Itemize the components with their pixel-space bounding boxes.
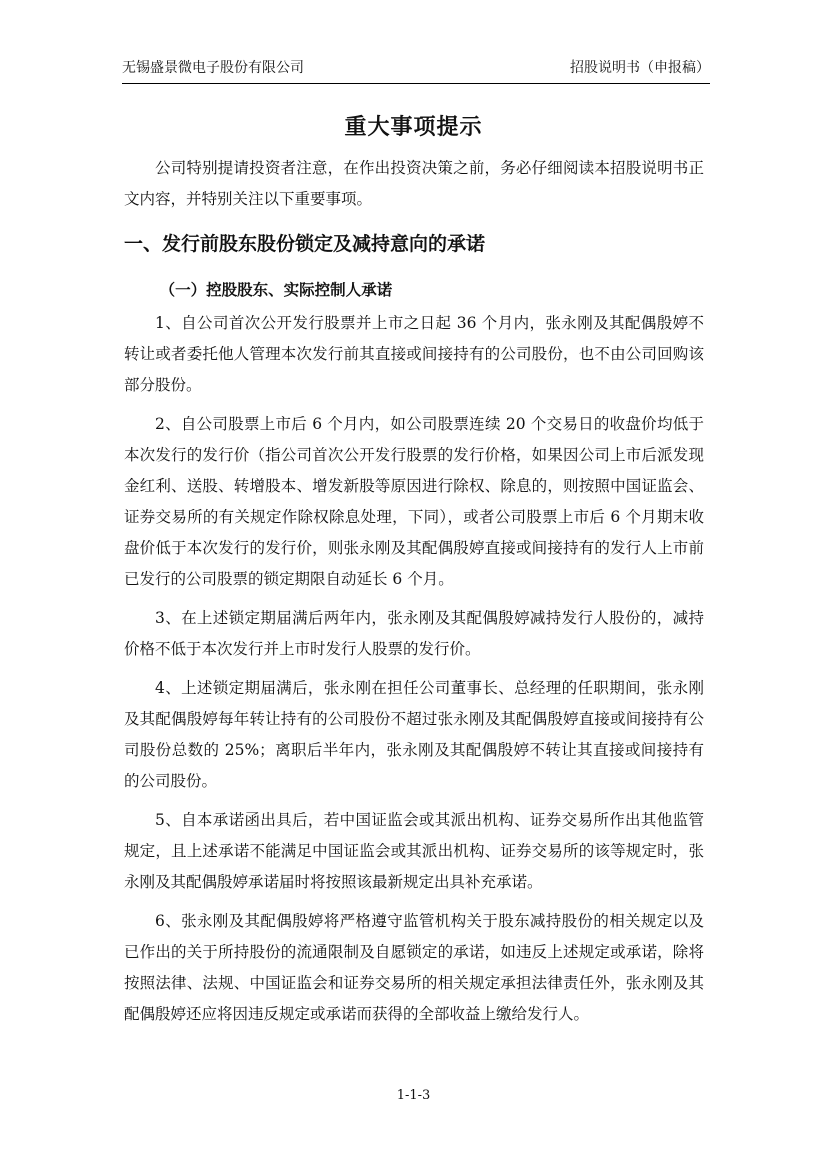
header-company-name: 无锡盛景微电子股份有限公司 xyxy=(122,60,304,76)
page-header xyxy=(122,59,710,84)
page-title: 重大事项提示 xyxy=(344,114,483,140)
paragraph-5: 5、自本承诺函出具后，若中国证监会或其派出机构、证券交易所作出其他监管规定，且上述承诺不能满足中国证监会或其派出机构、证券交易所的该等规定时，张永刚及其配偶殷婷承诺届时将按照该最新规定出具补充承诺。 xyxy=(124,811,704,891)
page-number: 1-1-3 xyxy=(396,1088,431,1103)
document-body xyxy=(124,153,704,1030)
paragraph-1: 1、自公司首次公开发行股票并上市之日起 36 个月内，张永刚及其配偶殷婷不转让或者委托他人管理本次发行前其直接或间接持有的公司股份，也不由公司回购该部分股份。 xyxy=(124,314,704,394)
paragraph-3: 3、在上述锁定期届满后两年内，张永刚及其配偶殷婷减持发行人股份的，减持价格不低于本次发行并上市时发行人股票的发行价。 xyxy=(124,609,704,658)
subsection-heading: （一）控股股东、实际控制人承诺 xyxy=(159,280,393,299)
intro-paragraph: 公司特别提请投资者注意，在作出投资决策之前，务必仔细阅读本招股说明书正文内容，并特别关注以下重要事项。 xyxy=(124,159,704,208)
paragraph-6: 6、张永刚及其配偶殷婷将严格遵守监管机构关于股东减持股份的相关规定以及已作出的关于所持股份的流通限制及自愿锁定的承诺，如违反上述规定或承诺，除将按照法律、法规、中国证监会和证券交易所的相关规定承担法律责任外，张永刚及其配偶殷婷还应将因违反规定或承诺而获得的全部收益上缴给发行人。 xyxy=(124,912,704,1023)
header-document-type: 招股说明书（申报稿） xyxy=(570,60,710,76)
paragraph-2: 2、自公司股票上市后 6 个月内，如公司股票连续 20 个交易日的收盘价均低于本次发行的发行价（指公司首次公开发行股票的发行价格，如果因公司上市后派发现金红利、送股、转增股本、增发新股等原因进行除权、除息的，则按照中国证监会、证券交易所的有关规定作除权除息处理，下同），或者公司股票上市后 6 个月期末收盘价低于本次发行的发行价，则张永刚及其配偶殷婷直接或间接持有的发行人上市前已发行的公司股票的锁定期限自动延长 6 个月。 xyxy=(124,415,704,588)
paragraph-4: 4、上述锁定期届满后，张永刚在担任公司董事长、总经理的任职期间，张永刚及其配偶殷婷每年转让持有的公司股份不超过张永刚及其配偶殷婷直接或间接持有公司股份总数的 25%；离职后半年内，张永刚及其配偶殷婷不转让其直接或间接持有的公司股份。 xyxy=(124,679,704,790)
section-heading: 一、发行前股东股份锁定及减持意向的承诺 xyxy=(124,233,486,255)
